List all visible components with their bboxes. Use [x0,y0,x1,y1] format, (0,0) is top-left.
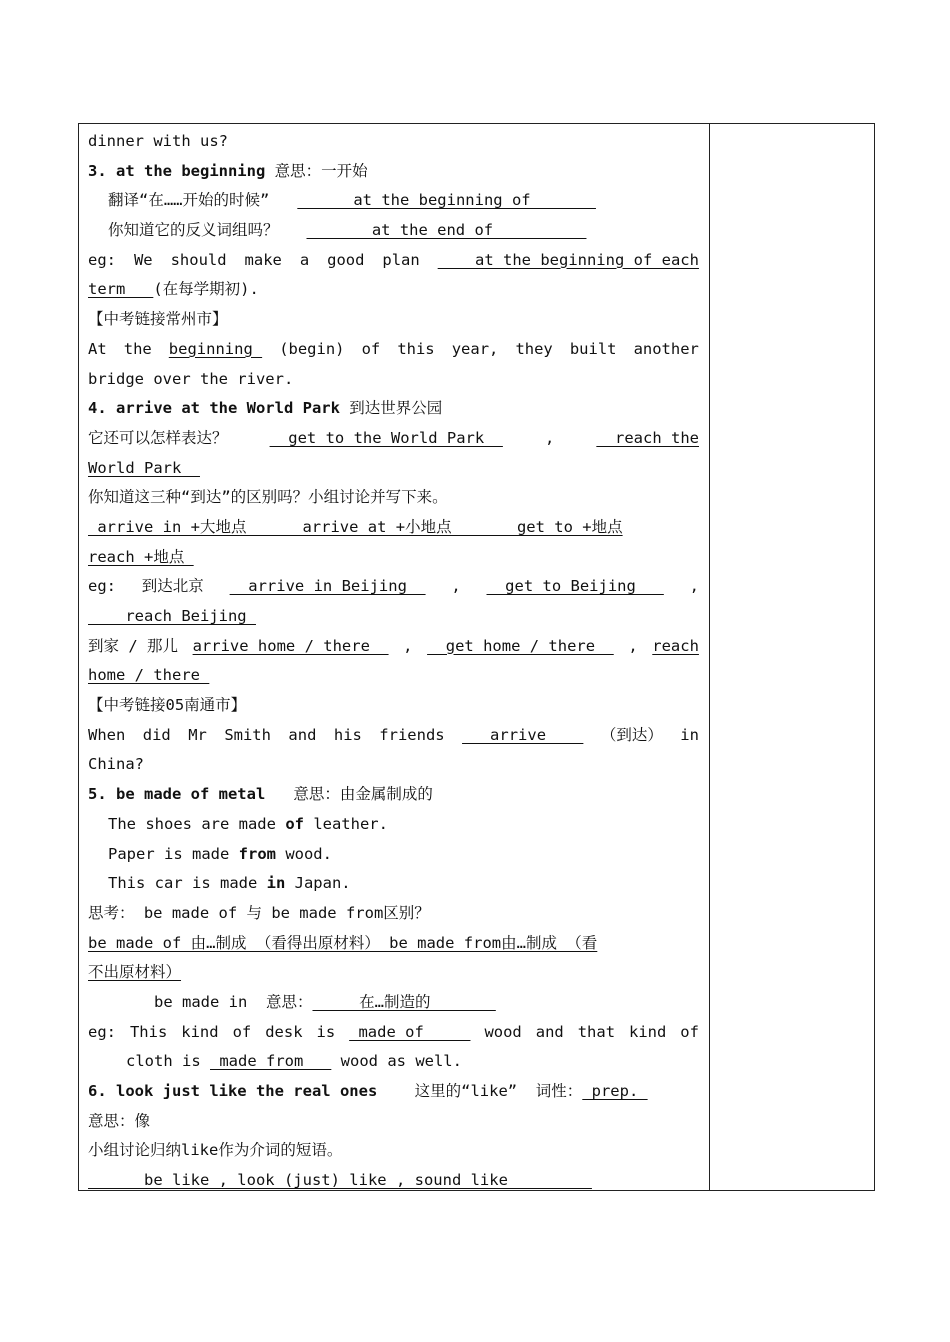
answer-blank: get home / there [427,636,614,655]
text-segment: 意思：由金属制成的 [293,785,433,804]
text-segment: desk [265,1022,303,1041]
text-segment: friends [379,725,445,744]
text-segment: from [238,844,276,863]
text-segment: This [129,1022,168,1041]
text-segment: in [680,725,699,744]
text-segment: Mr [188,725,207,744]
text-line [88,1107,699,1137]
text-segment: in [266,874,286,893]
text-segment: kind [181,1022,219,1041]
answer-blank: at the beginning of [297,191,596,210]
text-line [88,157,699,187]
text-segment: wood. [275,844,332,863]
text-line [88,691,699,721]
text-segment: built [569,339,617,358]
text-segment: cloth is [126,1052,210,1071]
answer-blank: reach +地点 [88,547,194,566]
text-line [88,661,699,691]
main-cell [88,127,699,1196]
text-segment: , [689,577,699,596]
text-line [88,483,699,513]
text-line [88,246,699,276]
text-line [88,899,699,929]
text-segment: and [535,1022,564,1041]
text-line [88,454,699,484]
text-segment: and [288,725,317,744]
text-line [88,632,699,662]
text-line [88,1018,699,1048]
text-segment: wood [484,1022,522,1041]
answer-blank: 在…制造的 [312,992,496,1011]
text-segment: of [285,814,304,833]
text-segment: 思考： be made of 与 be made from区别？ [88,903,430,922]
answer-blank: term [88,280,154,299]
text-line [88,335,699,365]
text-line [88,750,699,780]
text-line [88,513,699,543]
text-segment: another [633,339,699,358]
text-line [88,127,699,157]
text-line [88,216,699,246]
text-segment: 这里的“like” 词性： [405,1082,583,1100]
text-line [88,810,699,840]
text-segment: they [515,339,553,358]
text-line [88,988,699,1018]
text-segment: be made in 意思： [154,992,313,1011]
text-line [88,780,699,810]
text-segment: make [244,250,282,269]
answer-blank: 不出原材料） [88,963,182,982]
text-segment: At [88,339,107,358]
answer-blank: prep. [582,1082,648,1100]
text-line [88,929,699,959]
text-line [88,602,699,632]
text-segment: eg: [88,1022,116,1041]
text-segment: The shoes are made [108,814,286,833]
text-segment: bridge over the river. [88,369,294,388]
answer-blank: made of [349,1022,471,1041]
text-segment: of [232,1022,252,1041]
text-segment: this [397,339,435,358]
text-line [88,1077,699,1107]
answer-blank: reach [652,636,699,655]
text-line [88,1136,699,1166]
text-line [88,869,699,899]
text-line [88,305,699,335]
text-segment: his [333,725,362,744]
text-segment: (begin) [279,339,345,358]
text-segment: We [133,250,153,269]
text-segment: should [170,250,227,269]
answer-blank: be like , look (just) like , sound like [88,1171,592,1190]
text-line [88,572,699,602]
text-segment: 你知道它的反义词组吗？ [108,221,307,240]
text-segment: Paper is made [108,844,239,863]
text-segment: leather. [303,814,388,833]
text-line [88,543,699,573]
text-segment: 意思：像 [88,1111,151,1130]
text-segment: that [577,1022,616,1041]
text-segment: When [88,725,126,744]
answer-blank: at the end of [306,221,587,240]
text-segment: , [451,577,461,596]
answer-blank: made from [210,1052,332,1071]
text-segment: 到家 / 那儿 [88,636,178,655]
answer-blank: be made of 由…制成 （看得出原材料） be made from由…制成 （看 [88,933,598,952]
text-segment: of [680,1022,699,1041]
text-segment: 5. be made of metal [88,785,294,804]
text-segment: eg: [88,250,116,269]
text-segment: plan [382,250,420,269]
text-segment: China? [88,755,144,774]
text-segment: 到达世界公园 [349,399,443,418]
text-line [88,840,699,870]
answer-blank: at the beginning of each [437,250,699,269]
text-segment: 意思：一开始 [274,161,368,180]
text-segment: Smith [224,725,271,744]
answer-blank: reach Beijing [88,607,256,625]
text-segment: 小组讨论归纳like作为介词的短语。 [88,1141,343,1160]
text-segment: is [316,1022,336,1041]
text-line [88,365,699,395]
text-segment: year, [451,339,499,358]
text-segment: 到达北京 [141,577,204,596]
text-line [88,424,699,454]
text-segment: 4. arrive at the World Park [88,399,350,418]
table-frame [78,123,875,1191]
text-line [88,275,699,305]
text-segment: 翻译“在……开始的时候” [108,191,298,210]
text-segment: 3. at the beginning [88,161,275,180]
text-line [88,958,699,988]
text-segment: eg: [88,577,116,596]
answer-blank: beginning [168,339,263,358]
text-segment: This car is made [108,874,267,893]
answer-blank: get to Beijing [486,577,664,596]
text-segment: the [123,339,152,358]
text-segment: good [327,250,365,269]
text-segment: （到达） [600,725,663,744]
text-line [88,1166,699,1196]
text-segment: wood as well. [331,1052,462,1071]
text-segment: 它还可以怎样表达？ [88,428,228,447]
answer-blank: get to the World Park [269,428,503,447]
answer-blank: World Park [88,458,200,477]
answer-blank: arrive home / there [192,636,389,655]
text-line [88,394,699,424]
text-segment: 【中考链接05南通市】 [88,696,247,715]
answer-blank: reach the [596,428,699,447]
text-segment: (在每学期初). [153,280,259,299]
text-line [88,186,699,216]
text-segment: , [544,428,555,447]
text-line [88,1047,699,1077]
text-segment: , [403,636,413,655]
text-segment: , [628,636,638,655]
column-divider [709,124,710,1190]
answer-blank: arrive in Beijing [229,577,426,596]
text-segment: 6. look just like the real ones [88,1082,406,1100]
text-segment: did [142,725,171,744]
text-segment: a [299,250,310,269]
answer-blank: arrive in +大地点 arrive at +小地点 get to +地点 [88,517,623,536]
text-segment: 【中考链接常州市】 [88,310,228,329]
text-segment: 你知道这三种“到达”的区别吗？小组讨论并写下来。 [88,488,448,507]
text-segment: Japan. [285,874,351,893]
text-segment: dinner with us? [88,132,228,150]
answer-blank: home / there [88,666,210,685]
text-line [88,721,699,751]
text-segment: of [361,339,381,358]
text-segment: kind [629,1022,667,1041]
answer-blank: arrive [462,725,584,744]
